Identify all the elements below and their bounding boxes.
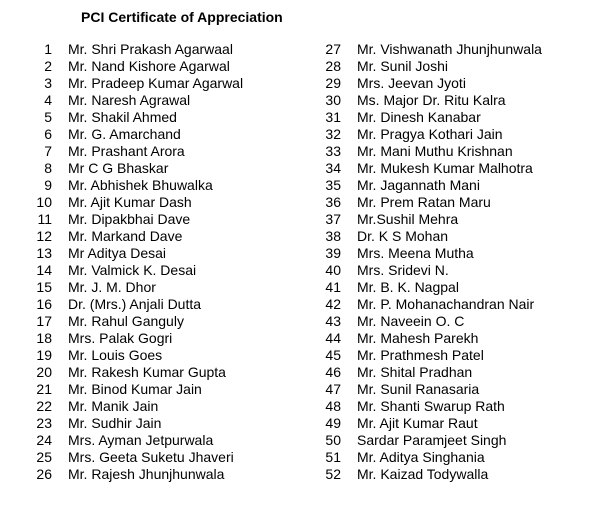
cutoff-text-fragment <box>120 485 260 489</box>
honoree-name: Mr. Rakesh Kumar Gupta <box>68 364 226 380</box>
item-number: 20 <box>36 364 52 380</box>
list-item <box>28 381 328 398</box>
list-item <box>317 466 598 483</box>
item-number: 34 <box>325 160 341 176</box>
honoree-name: Mr. Dipakbhai Dave <box>68 211 191 227</box>
list-item <box>28 177 328 194</box>
honoree-name: Mr. Rajesh Jhunjhunwala <box>68 466 225 482</box>
list-item <box>28 194 328 211</box>
item-number: 23 <box>36 415 52 431</box>
list-item <box>28 41 328 58</box>
list-item <box>28 364 328 381</box>
item-number: 22 <box>36 398 52 414</box>
honoree-name: Mr. Prashant Arora <box>68 143 185 159</box>
list-item <box>317 126 598 143</box>
item-number: 7 <box>44 143 52 159</box>
list-item <box>317 330 598 347</box>
list-item <box>28 262 328 279</box>
item-number: 18 <box>36 330 52 346</box>
list-item <box>28 126 328 143</box>
item-number: 49 <box>325 415 341 431</box>
list-item <box>317 398 598 415</box>
honoree-name: Mr. Manik Jain <box>68 398 159 414</box>
honoree-name: Mr. Dinesh Kanabar <box>357 109 481 125</box>
honoree-name: Mr. Naveein O. C <box>357 313 465 329</box>
list-item <box>317 245 598 262</box>
list-item <box>28 296 328 313</box>
item-number: 28 <box>325 58 341 74</box>
item-number: 8 <box>44 160 52 176</box>
honoree-name: Dr. (Mrs.) Anjali Dutta <box>68 296 202 312</box>
item-number: 47 <box>325 381 341 397</box>
list-item <box>317 58 598 75</box>
list-item <box>28 228 328 245</box>
honoree-name: Mr.Sushil Mehra <box>357 211 459 227</box>
honoree-name: Dr. K S Mohan <box>357 228 449 244</box>
honoree-name: Mr. Pragya Kothari Jain <box>357 126 503 142</box>
honoree-name: Mr. Prathmesh Patel <box>357 347 484 363</box>
honoree-name: Mr. J. M. Dhor <box>68 279 156 295</box>
honoree-name: Mr. Mukesh Kumar Malhotra <box>357 160 533 176</box>
item-number: 4 <box>44 92 52 108</box>
honoree-name: Mr. Naresh Agrawal <box>68 92 191 108</box>
list-item <box>317 75 598 92</box>
list-item <box>317 143 598 160</box>
list-item <box>317 415 598 432</box>
item-number: 52 <box>325 466 341 482</box>
page-title: PCI Certificate of Appreciation <box>81 9 283 25</box>
list-item <box>28 211 328 228</box>
item-number: 46 <box>325 364 341 380</box>
honoree-name: Mr. Vishwanath Jhunjhunwala <box>357 41 542 57</box>
list-item <box>28 58 328 75</box>
honoree-name: Mrs. Jeevan Jyoti <box>357 75 466 91</box>
item-number: 15 <box>36 279 52 295</box>
item-number: 45 <box>325 347 341 363</box>
item-number: 44 <box>325 330 341 346</box>
list-item <box>317 262 598 279</box>
honoree-name: Mrs. Geeta Suketu Jhaveri <box>68 449 234 465</box>
list-item <box>317 92 598 109</box>
honoree-name: Mr. Shital Pradhan <box>357 364 473 380</box>
list-item <box>28 398 328 415</box>
honoree-name: Mrs. Palak Gogri <box>68 330 173 346</box>
honoree-name: Mr. Aditya Singhania <box>357 449 485 465</box>
item-number: 51 <box>325 449 341 465</box>
honoree-name: Mr C G Bhaskar <box>68 160 169 176</box>
list-item <box>28 466 328 483</box>
honoree-name: Mr. Shri Prakash Agarwaal <box>68 41 233 57</box>
honoree-name: Mr. Pradeep Kumar Agarwal <box>68 75 244 91</box>
list-item <box>317 347 598 364</box>
item-number: 43 <box>325 313 341 329</box>
honoree-name: Mr. Sudhir Jain <box>68 415 162 431</box>
honoree-name: Mr. B. K. Nagpal <box>357 279 459 295</box>
honoree-name: Mrs. Sridevi N. <box>357 262 449 278</box>
honoree-name: Mr. Kaizad Todywalla <box>357 466 489 482</box>
item-number: 38 <box>325 228 341 244</box>
item-number: 11 <box>37 211 52 227</box>
item-number: 37 <box>325 211 341 227</box>
item-number: 9 <box>44 177 52 193</box>
list-item <box>317 313 598 330</box>
list-item <box>28 432 328 449</box>
list-item <box>317 296 598 313</box>
list-item <box>317 160 598 177</box>
item-number: 40 <box>325 262 341 278</box>
list-item <box>317 41 598 58</box>
item-number: 3 <box>44 75 52 91</box>
item-number: 33 <box>325 143 341 159</box>
honoree-name: Mr. Louis Goes <box>68 347 163 363</box>
honoree-name: Mr. Abhishek Bhuwalka <box>68 177 213 193</box>
list-item <box>28 313 328 330</box>
item-number: 42 <box>325 296 341 312</box>
list-item <box>28 347 328 364</box>
list-item <box>317 194 598 211</box>
item-number: 41 <box>325 279 341 295</box>
item-number: 29 <box>325 75 341 91</box>
list-item <box>28 449 328 466</box>
list-item <box>28 415 328 432</box>
honoree-name: Mr. Valmick K. Desai <box>68 262 197 278</box>
honoree-name: Mr. Prem Ratan Maru <box>357 194 491 210</box>
honoree-name: Sardar Paramjeet Singh <box>357 432 507 448</box>
honoree-name: Mr. Sunil Joshi <box>357 58 449 74</box>
list-item <box>317 109 598 126</box>
list-item <box>28 75 328 92</box>
list-item <box>28 143 328 160</box>
list-item <box>28 160 328 177</box>
list-item <box>28 92 328 109</box>
honoree-name: Mr. Shakil Ahmed <box>68 109 177 125</box>
honoree-name: Mr. Rahul Ganguly <box>68 313 184 329</box>
item-number: 50 <box>325 432 341 448</box>
left-name-list <box>28 41 328 483</box>
list-item <box>28 109 328 126</box>
item-number: 16 <box>36 296 52 312</box>
item-number: 17 <box>36 313 52 329</box>
honoree-name: Mr. Sunil Ranasaria <box>357 381 480 397</box>
item-number: 39 <box>325 245 341 261</box>
honoree-name: Mr. P. Mohanachandran Nair <box>357 296 535 312</box>
honoree-name: Mr. Ajit Kumar Dash <box>68 194 192 210</box>
item-number: 26 <box>36 466 52 482</box>
list-item <box>317 211 598 228</box>
item-number: 24 <box>36 432 52 448</box>
honoree-name: Mr. Mani Muthu Krishnan <box>357 143 513 159</box>
item-number: 2 <box>44 58 52 74</box>
item-number: 35 <box>325 177 341 193</box>
honoree-name: Mrs. Ayman Jetpurwala <box>68 432 214 448</box>
honoree-name: Mr. G. Amarchand <box>68 126 181 142</box>
item-number: 6 <box>44 126 52 142</box>
honoree-name: Ms. Major Dr. Ritu Kalra <box>357 92 506 108</box>
item-number: 12 <box>36 228 52 244</box>
list-item <box>317 432 598 449</box>
list-item <box>317 364 598 381</box>
honoree-name: Mr. Markand Dave <box>68 228 183 244</box>
list-item <box>317 449 598 466</box>
list-item <box>28 279 328 296</box>
item-number: 31 <box>325 109 341 125</box>
item-number: 13 <box>36 245 52 261</box>
honoree-name: Mr. Binod Kumar Jain <box>68 381 202 397</box>
honoree-name: Mr. Mahesh Parekh <box>357 330 479 346</box>
honoree-name: Mr. Jagannath Mani <box>357 177 480 193</box>
list-item <box>28 330 328 347</box>
item-number: 27 <box>325 41 341 57</box>
item-number: 10 <box>36 194 52 210</box>
item-number: 25 <box>36 449 52 465</box>
honoree-name: Mr. Nand Kishore Agarwal <box>68 58 230 74</box>
item-number: 14 <box>36 262 52 278</box>
item-number: 36 <box>325 194 341 210</box>
list-item <box>317 279 598 296</box>
item-number: 21 <box>36 381 52 397</box>
list-item <box>28 245 328 262</box>
list-item <box>317 381 598 398</box>
list-item <box>317 177 598 194</box>
honoree-name: Mrs. Meena Mutha <box>357 245 474 261</box>
item-number: 1 <box>44 41 52 57</box>
honoree-name: Mr. Shanti Swarup Rath <box>357 398 505 414</box>
item-number: 30 <box>325 92 341 108</box>
right-name-list <box>317 41 598 483</box>
item-number: 48 <box>325 398 341 414</box>
item-number: 32 <box>325 126 341 142</box>
honoree-name: Mr. Ajit Kumar Raut <box>357 415 478 431</box>
item-number: 5 <box>44 109 52 125</box>
list-item <box>317 228 598 245</box>
item-number: 19 <box>36 347 52 363</box>
honoree-name: Mr Aditya Desai <box>68 245 167 261</box>
